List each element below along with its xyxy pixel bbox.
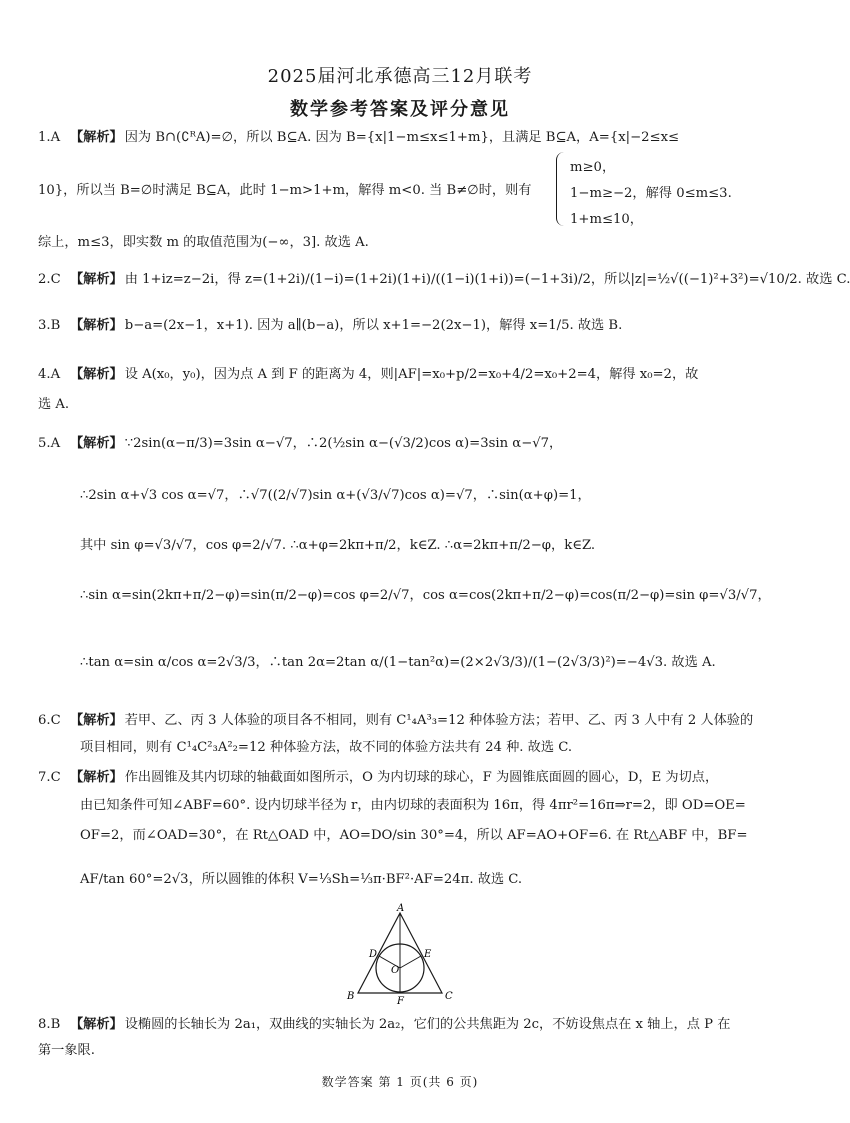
q4-number: 4.A	[38, 367, 61, 382]
q8-tag: 【解析】	[70, 1017, 123, 1032]
label-e: E	[424, 949, 432, 960]
q1-number: 1.A	[38, 130, 61, 145]
cone-cross-section-figure	[340, 905, 460, 1005]
q8-line-1	[38, 1017, 773, 1034]
q5-text-2: ∴2sin α+√3 cos α=√7，∴√7((2/√7)sin α+(√3/√7)cos α)=√7，∴sin(α+φ)=1，	[80, 488, 591, 503]
q5-line-3	[80, 538, 770, 555]
q3-text: b−a=(2x−1，x+1). 因为 a∥(b−a)，所以 x+1=−2(2x−1)，解得 x=1/5. 故选 B.	[124, 318, 623, 333]
q2-tag: 【解析】	[70, 272, 123, 287]
q1-system-brace	[556, 152, 567, 226]
page-title: 2025届河北承德高三12月联考	[267, 66, 533, 87]
q7-text-1: 作出圆锥及其内切球的轴截面如图所示，O 为内切球的球心，F 为圆锥底面圆的圆心，D，E 为切点，	[124, 770, 719, 785]
q5-tag: 【解析】	[70, 436, 123, 451]
q1-system-row-2: 1−m≥−2，解得 0≤m≤3.	[570, 186, 732, 201]
q7-line-1	[38, 770, 773, 787]
q7-line-4	[80, 872, 770, 889]
q4-text-2: 选 A.	[38, 397, 70, 412]
q5-text-3: 其中 sin φ=√3/√7，cos φ=2/√7. ∴α+φ=2kπ+π/2，k∈Z. ∴α=2kπ+π/2−φ，k∈Z.	[80, 538, 596, 553]
q7-line-3	[80, 828, 770, 845]
q3-number: 3.B	[38, 318, 61, 333]
q1-system-row-3: 1+m≤10，	[570, 212, 643, 227]
q5-line-2	[80, 488, 770, 505]
q5-text-1: ∵2sin(α−π/3)=3sin α−√7，∴2(½sin α−(√3/2)cos α)=3sin α−√7，	[124, 436, 563, 451]
q6-number: 6.C	[38, 713, 61, 728]
label-c: C	[445, 991, 453, 1002]
q6-line-2	[80, 740, 770, 757]
q6-line-1	[38, 713, 773, 730]
radius-oe	[400, 956, 421, 968]
q7-text-3: OF=2，而∠OAD=30°，在 Rt△OAD 中，AO=DO/sin 30°=4，所以 AF=AO+OF=6. 在 Rt△ABF 中，BF=	[80, 828, 748, 843]
q6-text-2: 项目相同，则有 C¹₄C²₃A²₂=12 种体验方法，故不同的体验方法共有 24 种. 故选 C.	[80, 740, 573, 755]
q4-line-1	[38, 367, 773, 384]
label-d: D	[369, 949, 378, 960]
q2-number: 2.C	[38, 272, 61, 287]
q8-line-2	[38, 1043, 773, 1060]
q5-line-1	[38, 436, 773, 453]
page-footer: 数学答案 第 1 页(共 6 页)	[321, 1075, 479, 1089]
q5-number: 5.A	[38, 436, 61, 451]
label-f: F	[397, 996, 404, 1007]
q1-tag: 【解析】	[70, 130, 123, 145]
q8-text-2: 第一象限.	[38, 1043, 95, 1058]
q5-text-4: ∴sin α=sin(2kπ+π/2−φ)=sin(π/2−φ)=cos φ=2/√7，cos α=cos(2kπ+π/2−φ)=cos(π/2−φ)=sin φ=√3/√7，	[80, 588, 771, 603]
q3-line	[38, 318, 773, 335]
q1-text-2: 10}，所以当 B=∅时满足 B⊆A，此时 1−m>1+m，解得 m<0. 当 B≠∅时，则有	[38, 183, 532, 198]
q1-line-3	[38, 235, 773, 252]
q5-line-5	[80, 655, 770, 672]
q4-text-1: 设 A(x₀，y₀)，因为点 A 到 F 的距离为 4，则|AF|=x₀+p/2=x₀+4/2=x₀+2=4，解得 x₀=2，故	[124, 367, 699, 382]
label-o: O	[391, 965, 400, 976]
q3-tag: 【解析】	[70, 318, 123, 333]
q5-text-5: ∴tan α=sin α/cos α=2√3/3，∴tan 2α=2tan α/(1−tan²α)=(2×2√3/3)/(1−(2√3/3)²)=−4√3. 故选 A.	[80, 655, 716, 670]
q4-line-2	[38, 397, 773, 414]
label-a: A	[397, 903, 405, 914]
page-subtitle: 数学参考答案及评分意见	[290, 99, 510, 120]
q5-line-4	[80, 588, 770, 605]
q7-text-4: AF/tan 60°=2√3，所以圆锥的体积 V=⅓Sh=⅓π·BF²·AF=24π. 故选 C.	[80, 872, 523, 887]
q6-tag: 【解析】	[70, 713, 123, 728]
q2-line	[38, 272, 850, 289]
q7-number: 7.C	[38, 770, 61, 785]
q6-text-1: 若甲、乙、丙 3 人体验的项目各不相同，则有 C¹₄A³₃=12 种体验方法；若甲、乙、丙 3 人中有 2 人体验的	[124, 713, 754, 728]
q7-tag: 【解析】	[70, 770, 123, 785]
label-b: B	[347, 991, 355, 1002]
q1-system-row-1: m≥0，	[570, 160, 616, 175]
q1-text-3: 综上，m≤3，即实数 m 的取值范围为(−∞，3]. 故选 A.	[38, 235, 369, 250]
q2-text: 由 1+iz=z−2i，得 z=(1+2i)/(1−i)=(1+2i)(1+i)/((1−i)(1+i))=(−1+3i)/2，所以|z|=½√((−1)²+3²)=√10/2. 故选 C.	[124, 272, 850, 287]
q8-number: 8.B	[38, 1017, 61, 1032]
q4-tag: 【解析】	[70, 367, 123, 382]
q8-text-1: 设椭圆的长轴长为 2a₁，双曲线的实轴长为 2a₂，它们的公共焦距为 2c，不妨设焦点在 x 轴上，点 P 在	[124, 1017, 731, 1032]
q1-line-1	[38, 130, 773, 147]
q7-text-2: 由已知条件可知∠ABF=60°. 设内切球半径为 r，由内切球的表面积为 16π，得 4πr²=16π⇒r=2，即 OD=OE=	[80, 798, 746, 813]
q7-line-2	[80, 798, 770, 815]
q1-text-1: 因为 B∩(∁ᴿA)=∅，所以 B⊆A. 因为 B={x|1−m≤x≤1+m}，且满足 B⊆A，A={x|−2≤x≤	[124, 130, 680, 145]
